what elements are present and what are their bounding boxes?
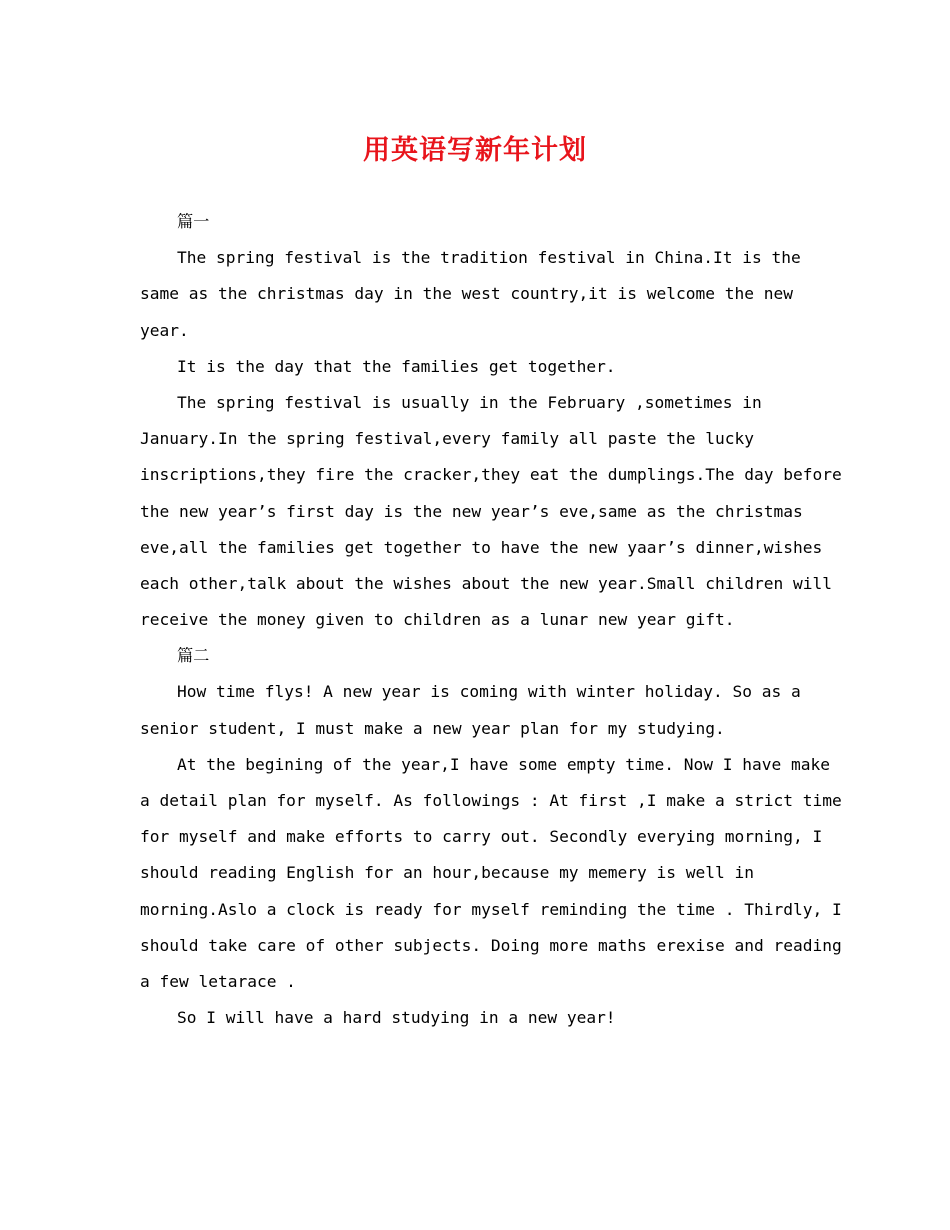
- text-line: The spring festival is usually in the February ,sometimes in: [177, 392, 762, 412]
- document-title: 用英语写新年计划: [363, 135, 587, 166]
- text-line: the new year’s first day is the new year’s eve,same as the christmas: [140, 501, 803, 521]
- text-line: morning.Aslo a clock is ready for myself reminding the time . Thirdly, I: [140, 899, 842, 919]
- text-line: receive the money given to children as a lunar new year gift.: [140, 610, 735, 630]
- section-heading: 篇二: [177, 646, 210, 666]
- document-body: [140, 204, 842, 1036]
- text-line: At the begining of the year,I have some empty time. Now I have make: [177, 754, 830, 774]
- text-line: January.In the spring festival,every family all paste the lucky: [140, 429, 754, 449]
- text-line: same as the christmas day in the west country,it is welcome the new: [140, 284, 793, 304]
- text-line: So I will have a hard studying in a new year!: [177, 1008, 616, 1028]
- text-line: It is the day that the families get together.: [177, 356, 616, 376]
- text-line: How time flys! A new year is coming with winter holiday. So as a: [177, 682, 801, 702]
- text-line: a detail plan for myself. As followings : At first ,I make a strict time: [140, 791, 842, 810]
- text-line: for myself and make efforts to carry out. Secondly everying morning, I: [140, 827, 823, 847]
- text-line: a few letarace .: [140, 971, 296, 991]
- text-line: inscriptions,they fire the cracker,they eat the dumplings.The day before: [140, 465, 842, 485]
- section-heading: 篇一: [177, 212, 210, 231]
- text-line: should reading English for an hour,because my memery is well in: [140, 863, 754, 883]
- text-line: senior student, I must make a new year plan for my studying.: [140, 718, 725, 738]
- text-line: eve,all the families get together to have the new yaar’s dinner,wishes: [140, 537, 823, 557]
- text-line: should take care of other subjects. Doing more maths erexise and reading: [140, 935, 842, 955]
- text-line: each other,talk about the wishes about the new year.Small children will: [140, 573, 832, 593]
- text-line: year.: [140, 320, 189, 340]
- text-line: The spring festival is the tradition festival in China.It is the: [177, 248, 801, 268]
